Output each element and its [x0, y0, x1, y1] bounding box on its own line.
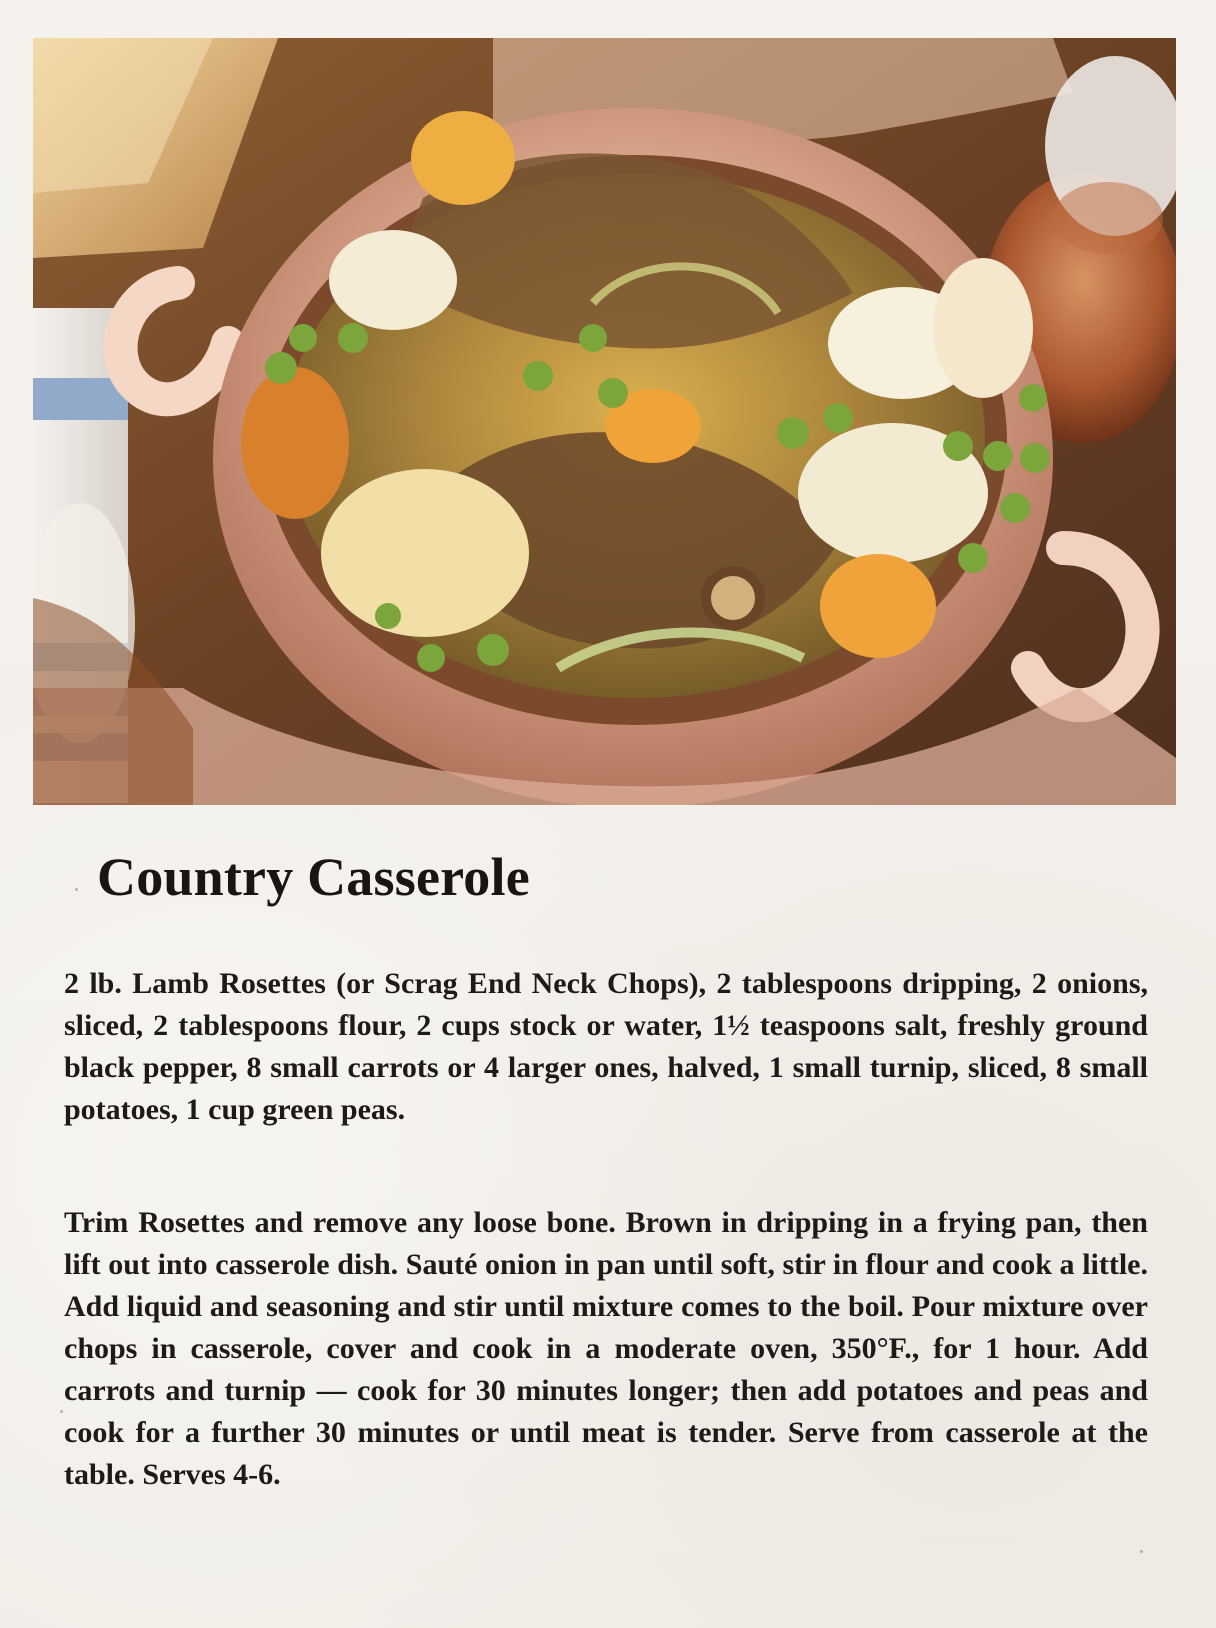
method-paragraph: Trim Rosettes and remove any loose bone. Brown in dripping in a frying pan, then lift out into casserole dish. Sauté onion in pan until soft, stir in flour and cook a little. Add liquid and seasoning and stir until mixture comes to the boil. Pour mixture over chops in casserole, cover and cook in a moderate oven, 350°F., for 1 hour. Add carrots and turnip — cook for 30 minutes longer; then add potatoes and peas and cook for a further 30 minutes or until meat is tender. Serve from casserole at the table. Serves 4-6.	[64, 1206, 1148, 1491]
ingredients-paragraph: 2 lb. Lamb Rosettes (or Scrag End Neck Chops), 2 tablespoons dripping, 2 onions, sliced, 2 tablespoons flour, 2 cups stock or water, 1½ teaspoons salt, freshly ground black pepper, 8 small carrots or 4 larger ones, halved, 1 small turnip, sliced, 8 small potatoes, 1 cup green peas.	[64, 967, 1148, 1126]
paper-speck	[75, 888, 78, 891]
recipe-title: Country Casserole	[97, 847, 530, 907]
paper-speck	[1140, 1550, 1143, 1553]
paper-speck	[60, 1410, 63, 1413]
casserole-illustration	[33, 38, 1176, 805]
casserole-photo	[33, 38, 1176, 805]
